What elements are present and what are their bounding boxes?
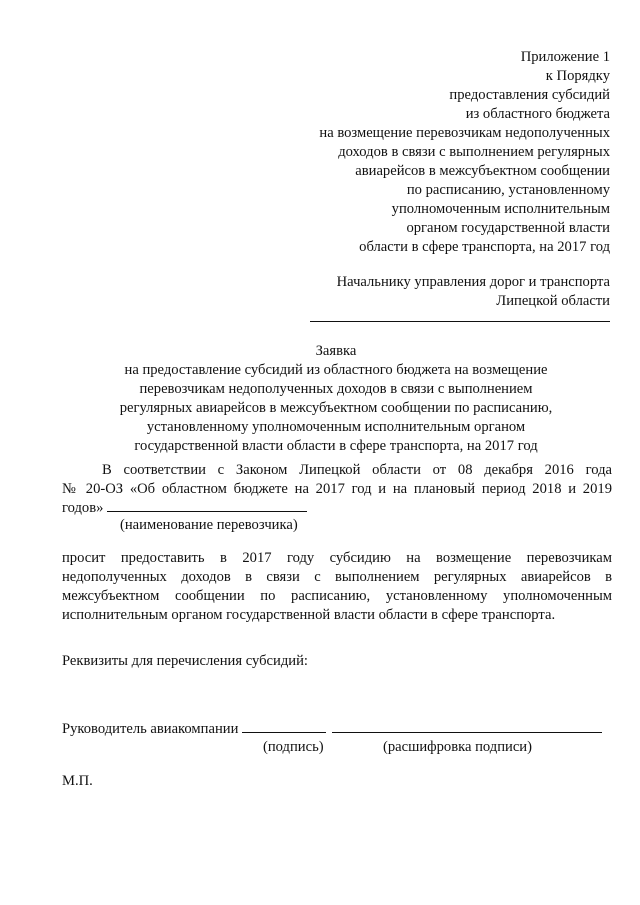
signature-blank[interactable] <box>242 720 326 733</box>
signature-caption: (подпись) <box>263 739 324 755</box>
appendix-line: области в сфере транспорта, на 2017 год <box>359 239 610 255</box>
addressee-line-2: Липецкой области <box>496 293 610 309</box>
appendix-line: доходов в связи с выполнением регулярных <box>338 144 610 160</box>
title-line: перевозчикам недополученных доходов в связи с выполнением <box>139 381 533 397</box>
appendix-line: органом государственной власти <box>406 220 610 236</box>
title-line: регулярных авиарейсов в межсубъектном сообщении по расписанию, <box>119 400 553 416</box>
signature-label: Руководитель авиакомпании <box>62 721 239 737</box>
requisites-label: Реквизиты для перечисления субсидий: <box>62 653 308 669</box>
carrier-name-caption: (наименование перевозчика) <box>120 517 298 533</box>
title-heading: Заявка <box>315 343 357 359</box>
paragraph-line: № 20-ОЗ «Об областном бюджете на 2017 год и на плановый период 2018 и 2019 <box>62 481 612 497</box>
paragraph-line: В соответствии с Законом Липецкой области от 08 декабря 2016 года <box>102 462 612 478</box>
appendix-header <box>319 48 610 257</box>
appendix-line: предоставления субсидий <box>449 87 610 103</box>
signature-decode-blank[interactable] <box>332 720 602 733</box>
addressee-underline <box>310 321 610 322</box>
appendix-line: к Порядку <box>545 68 610 84</box>
paragraph-line: исполнительным органом государственной власти области в сфере транспорта. <box>62 607 556 623</box>
carrier-name-blank[interactable] <box>107 499 307 512</box>
appendix-line: авиарейсов в межсубъектном сообщении <box>355 163 610 179</box>
paragraph-line-text: годов» <box>62 500 104 516</box>
paragraph-request <box>62 549 612 625</box>
appendix-line: по расписанию, установленному <box>406 182 610 198</box>
signature-row <box>62 720 602 739</box>
appendix-line: уполномоченным исполнительным <box>391 201 610 217</box>
application-title <box>60 342 612 456</box>
addressee-block <box>337 273 610 311</box>
paragraph-line: межсубъектном сообщении по расписанию, установленному уполномоченным <box>62 588 612 604</box>
paragraph-law-reference <box>62 461 612 518</box>
appendix-line: на возмещение перевозчикам недополученных <box>319 125 610 141</box>
signature-decode-caption: (расшифровка подписи) <box>383 739 532 755</box>
addressee-line-1: Начальнику управления дорог и транспорта <box>336 274 610 290</box>
appendix-line: Приложение 1 <box>520 49 610 65</box>
title-line: государственной власти области в сфере транспорта, на 2017 год <box>134 438 538 454</box>
title-line: установленному уполномоченным исполнительным органом <box>146 419 526 435</box>
paragraph-line: просит предоставить в 2017 году субсидию на возмещение перевозчикам <box>62 550 612 566</box>
appendix-line: из областного бюджета <box>465 106 610 122</box>
paragraph-line: недополученных доходов в связи с выполнением регулярных авиарейсов в <box>62 569 612 585</box>
title-line: на предоставление субсидий из областного бюджета на возмещение <box>124 362 548 378</box>
stamp-place-label: М.П. <box>62 773 93 789</box>
